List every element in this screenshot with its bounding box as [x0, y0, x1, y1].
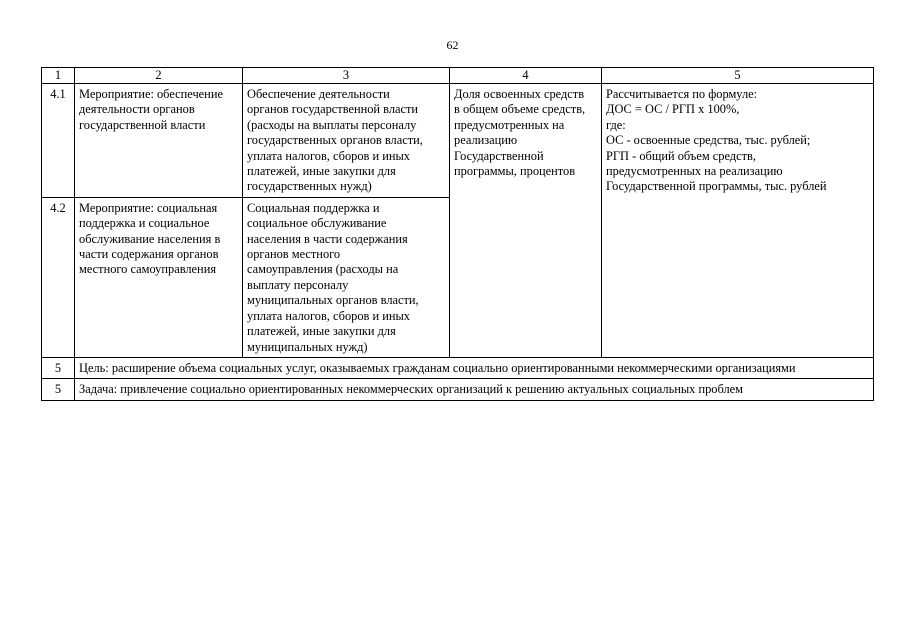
indicator-cell: Доля освоенных средств в общем объеме средств, предусмотренных на реализацию Государственной программы, процентов	[450, 84, 602, 358]
header-col-4: 4	[450, 68, 602, 84]
event-description: Социальная поддержка и социальное обслуживание населения в части содержания органов местного самоуправления (расходы на выплату персоналу муниципальных органов власти, уплата налогов, сборов и иных платежей, иные закупки для муниципальных нужд)	[243, 197, 450, 357]
page-number: 62	[446, 38, 459, 52]
header-col-3: 3	[243, 68, 450, 84]
event-description: Обеспечение деятельности органов государственной власти (расходы на выплаты персоналу государственных органов власти, уплата налогов, сборов и иных платежей, иные закупки для государственных нужд)	[243, 84, 450, 198]
row-number: 5	[42, 379, 75, 400]
goal-text: Цель: расширение объема социальных услуг, оказываемых гражданам социально ориентированными некоммерческими организациями	[75, 357, 874, 378]
row-number: 5	[42, 357, 75, 378]
goal-row	[42, 357, 874, 378]
program-table	[41, 67, 874, 401]
header-row	[42, 68, 874, 84]
formula-cell: Рассчитывается по формуле: ДОС = ОС / РГП х 100%, где: ОС - освоенные средства, тыс. рублей; РГП - общий объем средств, предусмотренных на реализацию Государственной программы, тыс. рублей	[602, 84, 874, 358]
row-number: 4.2	[42, 197, 75, 357]
header-col-1: 1	[42, 68, 75, 84]
header-col-5: 5	[602, 68, 874, 84]
event-name: Мероприятие: социальная поддержка и социальное обслуживание населения в части содержания органов местного самоуправления	[75, 197, 243, 357]
event-name: Мероприятие: обеспечение деятельности органов государственной власти	[75, 84, 243, 198]
table-row	[42, 84, 874, 198]
task-text: Задача: привлечение социально ориентированных некоммерческих организаций к решению актуальных социальных проблем	[75, 379, 874, 400]
header-col-2: 2	[75, 68, 243, 84]
task-row	[42, 379, 874, 400]
row-number: 4.1	[42, 84, 75, 198]
